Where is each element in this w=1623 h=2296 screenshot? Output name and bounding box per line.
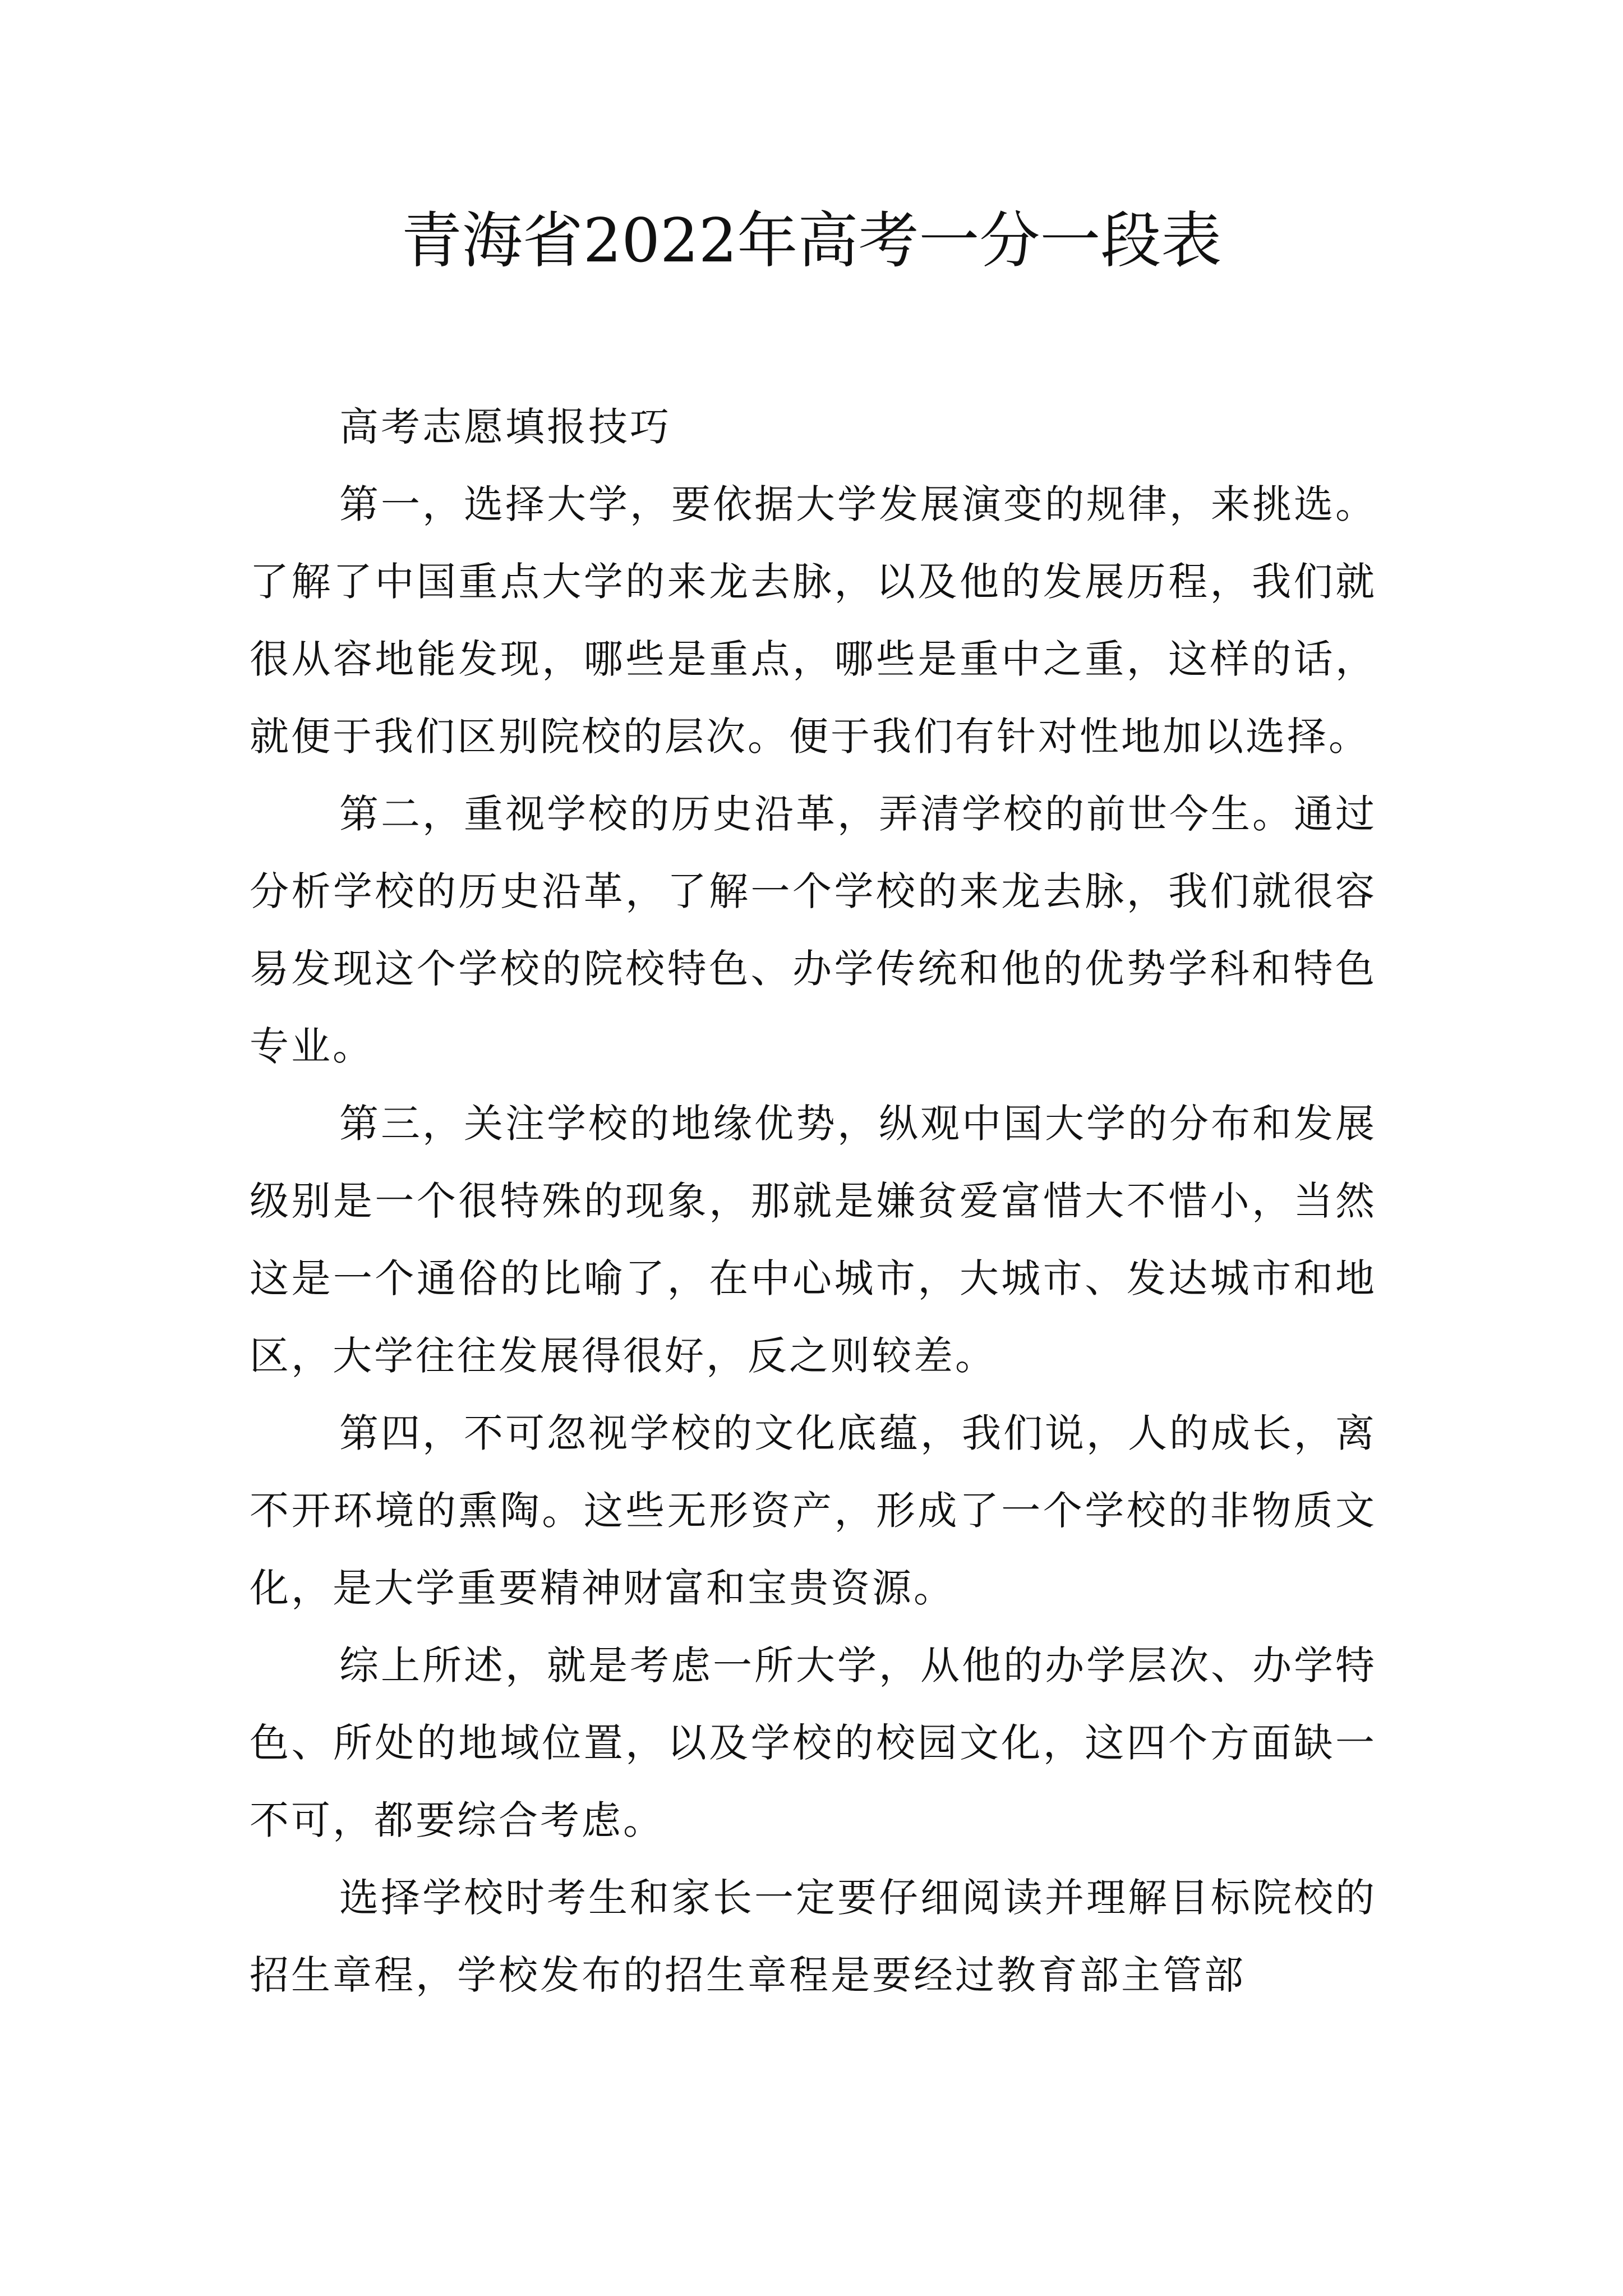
- section-heading: 高考志愿填报技巧: [339, 404, 671, 450]
- paragraph-1: 第一，选择大学，要依据大学发展演变的规律，来挑选。了解了中国重点大学的来龙去脉，以及他的发展历程，我们就很从容地能发现，哪些是重点，哪些是重中之重，这样的话，就便于我们区别院校的层次。便于我们有针对性地加以选择。: [250, 481, 1377, 760]
- paragraph-2: 第二，重视学校的历史沿革，弄清学校的前世今生。通过分析学校的历史沿革，了解一个学校的来龙去脉，我们就很容易发现这个学校的院校特色、办学传统和他的优势学科和特色专业。: [250, 791, 1377, 1069]
- paragraph-5: 综上所述，就是考虑一所大学，从他的办学层次、办学特色、所处的地域位置，以及学校的校园文化，这四个方面缺一不可，都要综合考虑。: [250, 1642, 1377, 1843]
- paragraph-4: 第四，不可忽视学校的文化底蕴，我们说，人的成长，离不开环境的熏陶。这些无形资产，形成了一个学校的非物质文化，是大学重要精神财富和宝贵资源。: [250, 1410, 1377, 1611]
- document-body: [250, 388, 1377, 2014]
- document-title: 青海省2022年高考一分一段表: [401, 206, 1222, 276]
- paragraph-6: 选择学校时考生和家长一定要仔细阅读并理解目标院校的招生章程，学校发布的招生章程是要经过教育部主管部: [250, 1875, 1377, 1998]
- paragraph-3: 第三，关注学校的地缘优势，纵观中国大学的分布和发展级别是一个很特殊的现象，那就是嫌贫爱富惜大不惜小，当然这是一个通俗的比喻了，在中心城市，大城市、发达城市和地区，大学往往发展得很好，反之则较差。: [250, 1101, 1377, 1379]
